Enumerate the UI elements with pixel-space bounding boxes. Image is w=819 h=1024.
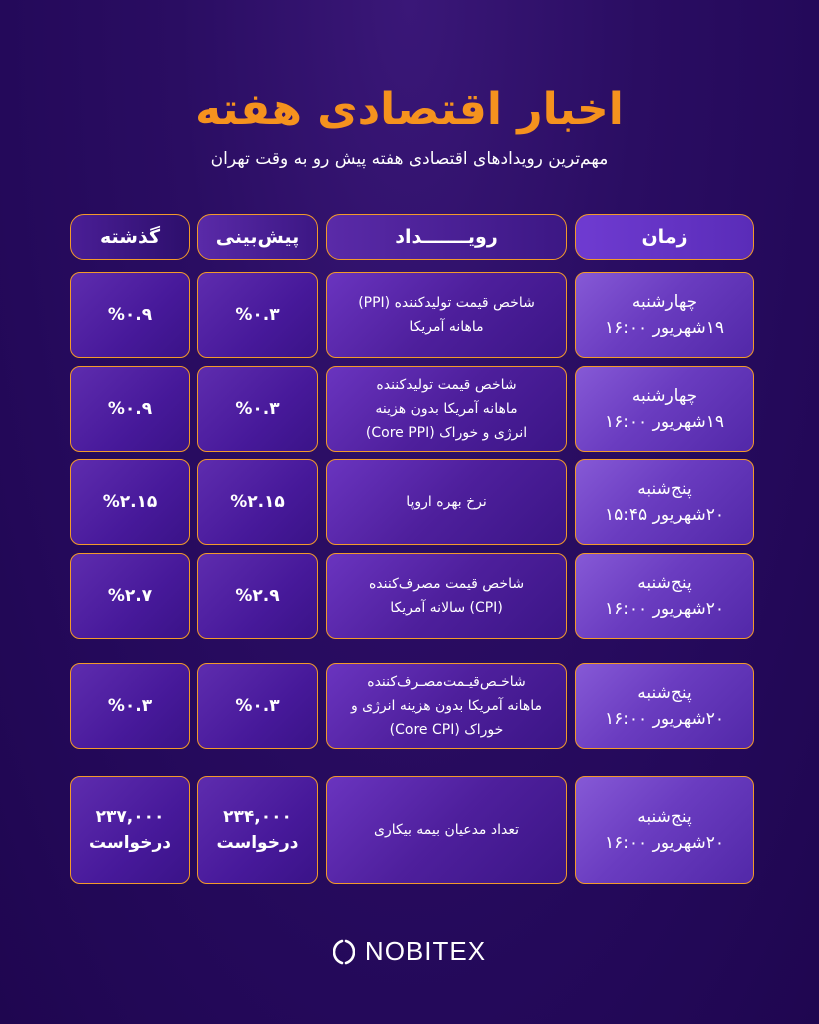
event-cell-line: (CPI) سالانه آمریکا — [390, 600, 503, 616]
forecast-cell-line: ۲۳۴,۰۰۰ — [223, 807, 292, 827]
event-cell-line: شاخص قیمت تولیدکننده (PPI) — [358, 295, 535, 311]
time-cell-line: ۱۹شهریور ۱۶:۰۰ — [604, 412, 725, 432]
time-cell-line: پنج‌شنبه — [637, 573, 692, 593]
event-cell-line: شاخص قیمت مصرف‌کننده — [368, 576, 525, 592]
column-header-forecast: پیش‌بینی — [197, 214, 318, 260]
event-cell-line: خوراک (Core CPI) — [389, 722, 504, 738]
event-cell — [326, 459, 567, 545]
time-cell — [575, 272, 754, 358]
previous-cell — [70, 366, 190, 452]
column-header-event: رویـــــــداد — [326, 214, 567, 260]
event-cell — [326, 553, 567, 639]
forecast-cell — [197, 776, 318, 884]
previous-cell-line: %۰.۹ — [107, 305, 153, 325]
forecast-cell — [197, 272, 318, 358]
forecast-cell — [197, 366, 318, 452]
nobitex-logo-icon — [333, 939, 355, 965]
time-cell-line: ۲۰شهریور ۱۶:۰۰ — [604, 709, 725, 729]
forecast-cell-line: %۰.۳ — [235, 696, 280, 716]
previous-cell-line: %۰.۳ — [107, 696, 153, 716]
time-cell-line: چهارشنبه — [631, 292, 698, 312]
time-cell-line: ۲۰شهریور ۱۶:۰۰ — [604, 833, 725, 853]
time-cell-line: پنج‌شنبه — [637, 683, 692, 703]
page-subtitle: مهم‌ترین رویدادهای اقتصادی هفته پیش رو به وقت تهران — [210, 149, 609, 169]
forecast-cell — [197, 553, 318, 639]
brand-name: NOBITEX — [364, 936, 487, 966]
event-cell — [326, 776, 567, 884]
time-cell — [575, 663, 754, 749]
previous-cell — [70, 553, 190, 639]
previous-cell — [70, 776, 190, 884]
brand-logo — [0, 936, 819, 967]
event-cell-line: تعداد مدعیان بیمه بیکاری — [374, 822, 520, 838]
forecast-cell-line: %۰.۳ — [235, 305, 280, 325]
previous-cell-line: ۲۳۷,۰۰۰ — [95, 807, 165, 827]
previous-cell-line: درخواست — [89, 833, 171, 853]
forecast-cell — [197, 459, 318, 545]
previous-cell — [70, 459, 190, 545]
event-cell-line: ماهانه آمریکا بدون هزینه انرژی و — [350, 698, 543, 714]
forecast-cell-line: %۰.۳ — [235, 399, 280, 419]
time-cell-line: ۱۹شهریور ۱۶:۰۰ — [604, 318, 725, 338]
time-cell — [575, 459, 754, 545]
time-cell — [575, 776, 754, 884]
previous-cell-line: %۲.۱۵ — [102, 492, 158, 512]
time-cell-line: چهارشنبه — [631, 386, 698, 406]
time-cell-line: ۲۰شهریور ۱۵:۴۵ — [604, 505, 725, 525]
event-cell — [326, 366, 567, 452]
column-header-previous: گذشته — [70, 214, 190, 260]
previous-cell-line: %۲.۷ — [107, 586, 153, 606]
forecast-cell-line: درخواست — [216, 833, 299, 853]
event-cell — [326, 663, 567, 749]
event-cell-line: ماهانه آمریکا — [409, 319, 484, 335]
previous-cell — [70, 663, 190, 749]
event-cell-line: انرژی و خوراک (Core PPI) — [365, 425, 528, 441]
previous-cell — [70, 272, 190, 358]
time-cell — [575, 366, 754, 452]
previous-cell-line: %۰.۹ — [107, 399, 153, 419]
event-cell-line: شاخص قیمت تولیدکننده — [376, 377, 517, 393]
event-cell — [326, 272, 567, 358]
time-cell-line: ۲۰شهریور ۱۶:۰۰ — [604, 599, 725, 619]
page-title: اخبار اقتصادی هفته — [195, 84, 624, 135]
event-cell-line: شاخـص‌قیـمت‌مصـرف‌کننده — [367, 674, 526, 690]
event-cell-line: نرخ بهره اروپا — [406, 494, 487, 510]
time-cell-line: پنج‌شنبه — [637, 479, 692, 499]
forecast-cell-line: %۲.۱۵ — [230, 492, 285, 512]
column-header-time: زمان — [575, 214, 754, 260]
event-cell-line: ماهانه آمریکا بدون هزینه — [375, 401, 518, 417]
time-cell — [575, 553, 754, 639]
forecast-cell — [197, 663, 318, 749]
time-cell-line: پنج‌شنبه — [637, 807, 692, 827]
forecast-cell-line: %۲.۹ — [235, 586, 280, 606]
